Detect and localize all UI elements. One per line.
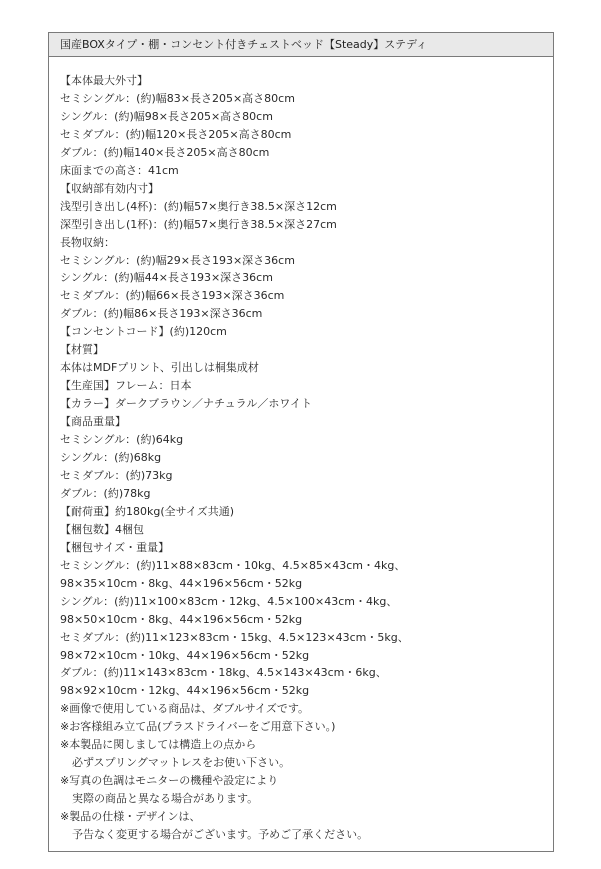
spec-line: シングル：(約)68kg <box>60 451 162 465</box>
spec-line: 【商品重量】 <box>60 415 126 429</box>
spec-line: ※写真の色調はモニターの機種や設定により <box>60 774 279 788</box>
spec-line: シングル：(約)幅98×長さ205×高さ80cm <box>60 109 273 123</box>
spec-line: 床面までの高さ：41cm <box>60 163 179 177</box>
spec-line: 98×50×10cm・8kg、44×196×56cm・52kg <box>60 612 303 626</box>
product-title: 国産BOXタイプ・棚・コンセント付きチェストベッド【Steady】ステディ <box>60 38 428 51</box>
spec-line: 【本体最大外寸】 <box>60 74 148 87</box>
spec-line: 【収納部有効内寸】 <box>60 181 159 195</box>
spec-line: 【コンセントコード】(約)120cm <box>60 325 227 339</box>
spec-line: ※製品の仕様・デザインは、 <box>60 810 201 824</box>
spec-line: セミシングル：(約)幅83×長さ205×高さ80cm <box>60 91 295 105</box>
spec-line: セミシングル：(約)11×88×83cm・10kg、4.5×85×43cm・4kg、 <box>60 558 406 572</box>
spec-line: ダブル：(約)11×143×83cm・18kg、4.5×143×43cm・6kg、 <box>60 666 387 680</box>
spec-line: セミシングル：(約)64kg <box>60 433 184 447</box>
spec-line: 深型引き出し(1杯)：(約)幅57×奥行き38.5×深さ27cm <box>60 217 337 231</box>
spec-line: 【生産国】フレーム：日本 <box>60 379 192 393</box>
spec-line: 98×92×10cm・12kg、44×196×56cm・52kg <box>60 684 310 698</box>
spec-line: セミダブル：(約)73kg <box>60 468 173 482</box>
spec-line: セミダブル：(約)幅66×長さ193×深さ36cm <box>60 289 285 303</box>
spec-line: ※画像で使用している商品は、ダブルサイズです。 <box>60 702 310 716</box>
spec-line: セミダブル：(約)11×123×83cm・15kg、4.5×123×43cm・5kg、 <box>60 630 409 644</box>
spec-line: ダブル：(約)78kg <box>60 486 151 500</box>
spec-line: 98×72×10cm・10kg、44×196×56cm・52kg <box>60 648 310 662</box>
spec-line: 98×35×10cm・8kg、44×196×56cm・52kg <box>60 576 303 590</box>
spec-line: 必ずスプリングマットレスをお使い下さい。 <box>72 756 291 770</box>
spec-line: ※本製品に関しましては構造上の点から <box>60 738 257 752</box>
spec-line: 浅型引き出し(4杯)：(約)幅57×奥行き38.5×深さ12cm <box>60 199 337 213</box>
spec-body <box>49 57 553 844</box>
spec-line: 予告なく変更する場合がございます。予めご了承ください。 <box>72 828 369 842</box>
spec-line: セミシングル：(約)幅29×長さ193×深さ36cm <box>60 253 295 267</box>
spec-line: ダブル：(約)幅86×長さ193×深さ36cm <box>60 307 263 321</box>
spec-line: ダブル：(約)幅140×長さ205×高さ80cm <box>60 145 270 159</box>
spec-line: 長物収納： <box>60 235 115 249</box>
spec-line: 【梱包数】4梱包 <box>60 522 144 536</box>
spec-line: セミダブル：(約)幅120×長さ205×高さ80cm <box>60 127 292 141</box>
spec-line: 本体はMDFプリント、引出しは桐集成材 <box>60 361 259 375</box>
spec-line: 【材質】 <box>60 343 104 357</box>
spec-table-header <box>49 33 553 57</box>
spec-line: シングル：(約)11×100×83cm・12kg、4.5×100×43cm・4kg、 <box>60 594 398 608</box>
spec-table <box>48 32 554 852</box>
spec-line: シングル：(約)幅44×長さ193×深さ36cm <box>60 271 273 285</box>
spec-line: 実際の商品と異なる場合があります。 <box>72 792 259 806</box>
spec-line: ※お客様組み立て品(プラスドライバーをご用意下さい。) <box>60 720 336 734</box>
spec-line: 【梱包サイズ・重量】 <box>60 540 170 554</box>
spec-line: 【耐荷重】約180kg(全サイズ共通) <box>60 504 235 518</box>
spec-line: 【カラー】ダークブラウン／ナチュラル／ホワイト <box>60 397 313 411</box>
